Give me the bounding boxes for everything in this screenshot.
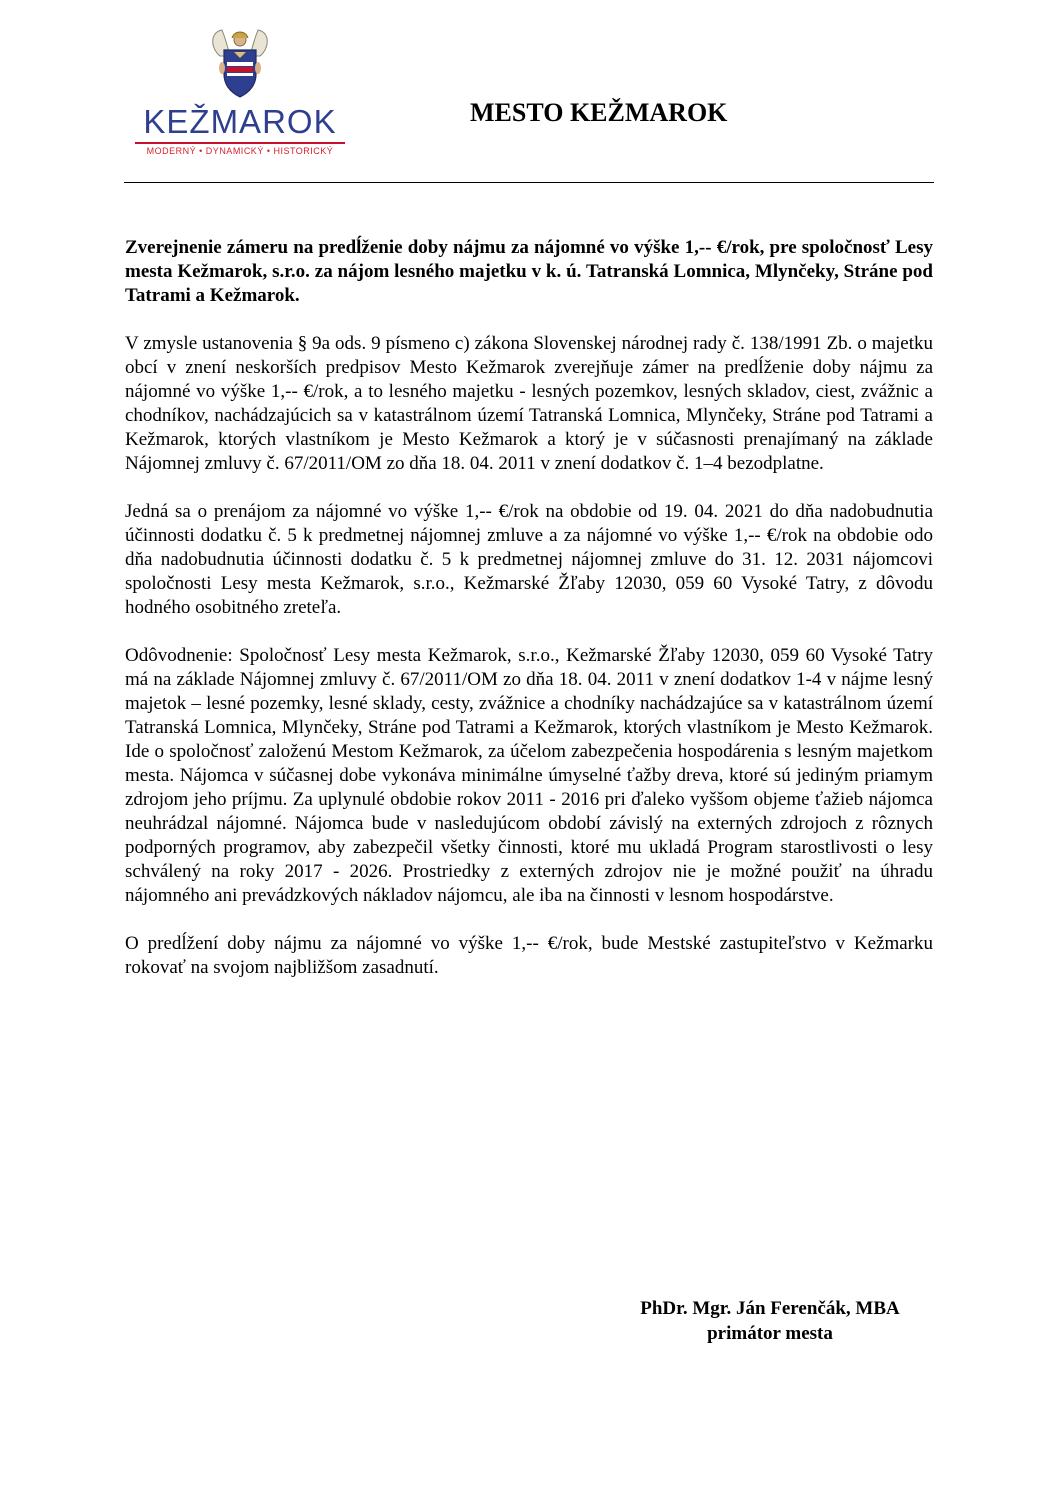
logo-divider xyxy=(135,142,345,144)
logo-tagline: MODERNÝ • DYNAMICKÝ • HISTORICKÝ xyxy=(146,146,334,156)
coat-of-arms-icon xyxy=(208,26,272,100)
document-body xyxy=(125,236,933,1004)
signatory-name: PhDr. Mgr. Ján Ferenčák, MBA xyxy=(640,1298,900,1319)
paragraph-justification: Odôvodnenie: Spoločnosť Lesy mesta Kežmarok, s.r.o., Kežmarské Žľaby 12030, 059 60 Vysoké Tatry má na základe Nájomnej zmluvy č. 67/2011/OM zo dňa 18. 04. 2011 v znení dodatkov 1-4 v nájme lesný majetok – lesné pozemky, lesné sklady, cesty, zvážnice a chodníky nachádzajúce sa v katastrálnom území Tatranská Lomnica, Mlynčeky, Stráne pod Tatrami a Kežmarok, ktorých vlastníkom je Mesto Kežmarok. Ide o spoločnosť založenú Mestom Kežmarok, za účelom zabezpečenia hospodárenia s lesným majetkom mesta. Nájomca v súčasnej dobe vykonáva minimálne úmyselné ťažby dreva, ktoré sú jediným priamym zdrojom jeho príjmu. Za uplynulé obdobie rokov 2011 - 2016 pri ďaleko vyššom objeme ťažieb nájomca neuhrádzal nájomné. Nájomca bude v nasledujúcom období závislý na externých zdrojoch z rôznych podporných programov, aby zabezpečil všetky činnosti, ktoré mu ukladá Program starostlivosti o lesy schválený na roky 2017 - 2026. Prostriedky z externých zdrojov nie je možné použiť na úhradu nájomného ani prevádzkových nákladov nájomcu, ale iba na činnosti v lesnom hospodárstve. xyxy=(125,645,933,906)
city-logo xyxy=(132,26,348,166)
paragraph-council-note: O predĺžení doby nájmu za nájomné vo výške 1,-- €/rok, bude Mestské zastupiteľstvo v Kežmarku rokovať na svojom najbližšom zasadnutí. xyxy=(125,933,933,978)
document-heading: Zverejnenie zámeru na predĺženie doby nájmu za nájomné vo výške 1,-- €/rok, pre spoločnosť Lesy mesta Kežmarok, s.r.o. za nájom lesného majetku v k. ú. Tatranská Lomnica, Mlynčeky, Stráne pod Tatrami a Kežmarok. xyxy=(125,237,933,306)
paragraph-lease-terms: Jedná sa o prenájom za nájomné vo výške 1,-- €/rok na obdobie od 19. 04. 2021 do dňa nadobudnutia účinnosti dodatku č. 5 k predmetnej nájomnej zmluve a za nájomné vo výške 1,-- €/rok na obdobie odo dňa nadobudnutia účinnosti dodatku č. 5 k predmetnej nájomnej zmluve do 31. 12. 2031 nájomcovi spoločnosti Lesy mesta Kežmarok, s.r.o., Kežmarské Žľaby 12030, 059 60 Vysoké Tatry, z dôvodu hodného osobitného zreteľa. xyxy=(125,501,933,618)
header-divider xyxy=(124,182,934,183)
city-title: MESTO KEŽMAROK xyxy=(470,98,728,127)
signatory-title: primátor mesta xyxy=(707,1323,833,1344)
paragraph-legal-basis: V zmysle ustanovenia § 9a ods. 9 písmeno c) zákona Slovenskej národnej rady č. 138/1991 Zb. o majetku obcí v znení neskorších predpisov Mesto Kežmarok zverejňuje zámer na predĺženie doby nájmu za nájomné vo výške 1,-- €/rok, a to lesného majetku - lesných pozemkov, lesných skladov, ciest, zvážnic a chodníkov, nachádzajúcich sa v katastrálnom území Tatranská Lomnica, Mlynčeky, Stráne pod Tatrami a Kežmarok, ktorých vlastníkom je Mesto Kežmarok a ktorý je v súčasnosti prenajímaný na základe Nájomnej zmluvy č. 67/2011/OM zo dňa 18. 04. 2011 v znení dodatkov č. 1–4 bezodplatne. xyxy=(125,333,933,474)
signature-block xyxy=(600,1296,940,1346)
logo-wordmark: KEŽMAROK xyxy=(143,103,337,140)
